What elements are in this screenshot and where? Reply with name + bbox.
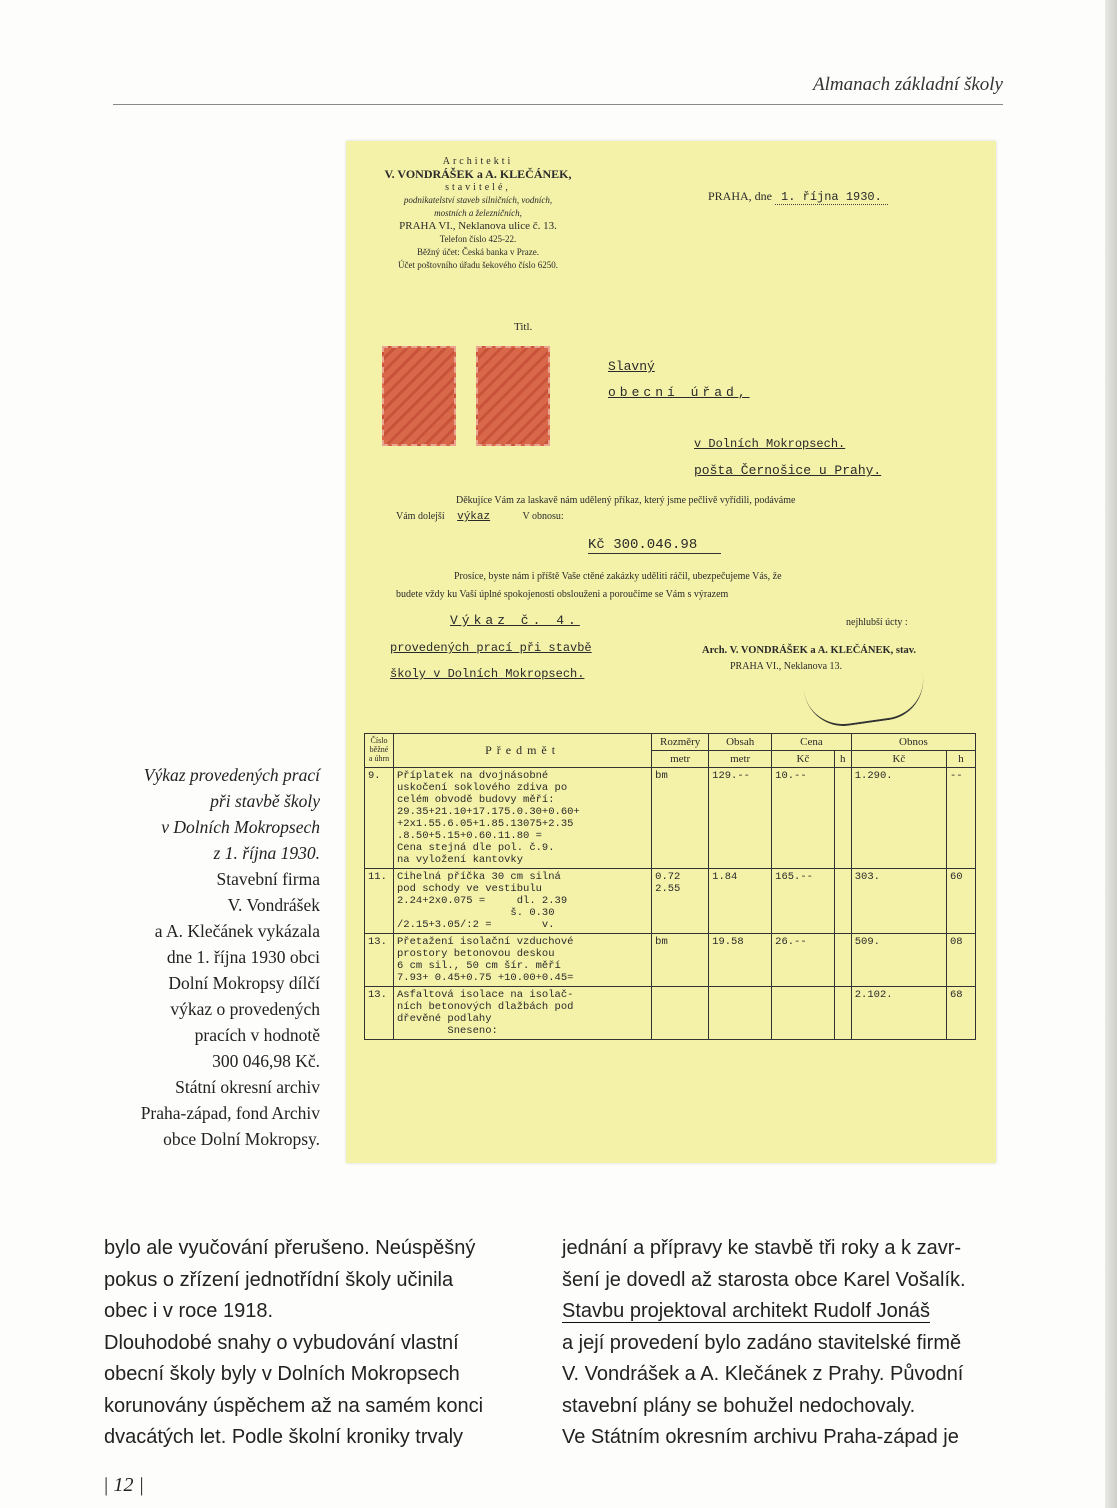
body-line: obecní školy byly v Dolních Mokropsech [104, 1363, 460, 1385]
unit-header: Kč [772, 751, 835, 768]
body-line: a její provedení bylo zadáno stavitelské firmě [562, 1331, 962, 1354]
date-label: PRAHA, dne [708, 189, 773, 203]
row-dimensions: bm [652, 768, 709, 869]
handwritten-signature [804, 673, 929, 731]
letter-body-line: Děkujíce Vám za laskavě nám udělený příkaz, který jsme pečlivě vyřídili, podáváme [456, 495, 796, 506]
col-subject-header: Předmět [394, 734, 652, 768]
col-volume-header: Obsah [709, 734, 772, 751]
letter-body-text: Vám dolejší [396, 511, 445, 522]
amount: Kč 300.046.98 [588, 537, 721, 554]
recipient-line: pošta Černošice u Prahy. [694, 463, 882, 478]
letter-body-fill: výkaz [457, 511, 491, 523]
body-line: Dlouhodobé snahy o vybudování vlastní [104, 1331, 459, 1354]
caption-title: z 1. října 1930. [213, 843, 320, 863]
body-line: bylo ale vyučování přerušeno. Neúspěšný [104, 1237, 476, 1259]
caption-line: dne 1. října 1930 obci [166, 947, 320, 967]
revenue-stamp [382, 346, 456, 446]
page-number: | 12 | [103, 1474, 144, 1496]
body-line: jednání a přípravy ke stavbě tři roky a k zavr- [562, 1237, 962, 1259]
subject-line: školy v Dolních Mokropsech. [390, 667, 585, 681]
caption-line: Dolní Mokropsy dílčí [168, 973, 320, 993]
archival-document [346, 141, 996, 1163]
body-line: dvacátých let. Podle školní kroniky trvaly [104, 1426, 464, 1448]
letter-body-text: V obnosu: [522, 511, 564, 522]
letterhead-line: Běžný účet: Česká banka v Praze. [417, 247, 539, 257]
row-number: 13. [365, 934, 394, 987]
caption-title: Výkaz provedených prací [143, 765, 320, 785]
subject-line: Výkaz č. 4. [450, 613, 580, 628]
date-value: 1. října 1930. [775, 190, 888, 205]
letterhead-line: Architekti [442, 156, 514, 167]
table-row [365, 768, 976, 869]
unit-header: Kč [851, 751, 946, 768]
titl-label: Titl. [514, 321, 533, 333]
unit-header: metr [709, 751, 772, 768]
row-price: 165.-- [772, 869, 835, 934]
row-subject: Asfaltová isolace na isolač- ních betonových dlažbách pod dřevěné podlahy Sneseno: [394, 987, 652, 1040]
row-dimensions: bm [652, 934, 709, 987]
row-price-h [834, 934, 851, 987]
signature-stamp: Arch. V. VONDRÁŠEK a A. KLEČÁNEK, stav. [702, 645, 917, 656]
row-dimensions [652, 987, 709, 1040]
date-line [708, 189, 888, 204]
recipient-line: obecní úřad, [608, 385, 750, 400]
row-volume: 129.-- [709, 768, 772, 869]
figure-caption [90, 762, 320, 1152]
caption-line: a A. Klečánek vykázala [154, 921, 320, 941]
body-line: Ve Státním okresním archivu Praha-západ je [562, 1426, 959, 1448]
caption-title: při stavbě školy [210, 791, 320, 811]
row-price-h [834, 987, 851, 1040]
col-total-header: Obnos [851, 734, 975, 751]
body-line: stavební plány se bohužel nedochovaly. [562, 1394, 916, 1417]
revenue-stamp [476, 346, 550, 446]
caption-line: Stavební firma [216, 869, 320, 889]
unit-header: h [947, 751, 976, 768]
page-edge [1105, 0, 1117, 1508]
row-total: 1.290. [851, 768, 946, 869]
recipient-line: Slavný [608, 359, 655, 374]
row-total: 303. [851, 869, 946, 934]
unit-header: metr [652, 751, 709, 768]
row-price: 26.-- [772, 934, 835, 987]
row-price-h [834, 768, 851, 869]
row-price-h [834, 869, 851, 934]
table-row [365, 934, 976, 987]
letterhead-line: podnikatelství staveb silničních, vodních, [403, 195, 553, 205]
row-subject: Cihelná příčka 30 cm silná pod schody ve vestibulu 2.24+2x0.075 = dl. 2.39 š. 0.30 /2.15+3.05/:2 = v. [394, 869, 652, 934]
row-price [772, 987, 835, 1040]
unit-header: h [834, 751, 851, 768]
subject-line: provedených prací při stavbě [390, 641, 592, 655]
body-line: šení je dovedl až starosta obce Karel Vošalík. [562, 1268, 966, 1291]
col-price-header: Cena [772, 734, 852, 751]
body-line: obec i v roce 1918. [104, 1300, 273, 1322]
row-total: 2.102. [851, 987, 946, 1040]
letterhead-firm: V. VONDRÁŠEK a A. KLEČÁNEK, [384, 167, 572, 181]
table-row [365, 987, 976, 1040]
caption-line: V. Vondrášek [227, 895, 320, 915]
row-total: 509. [851, 934, 946, 987]
row-price: 10.-- [772, 768, 835, 869]
signature-address: PRAHA VI., Neklanova 13. [730, 661, 843, 672]
letter-body-line: budete vždy ku Vaší úplné spokojenosti obslouženi a poroučíme se Vám s výrazem [396, 589, 729, 600]
row-dimensions: 0.72 2.55 [652, 869, 709, 934]
row-subject: Příplatek na dvojnásobné uskočení soklového zdiva po celém obvodě budovy měří: 29.35+21.10+17.175.0.30+0.60+ +2x1.55.6.05+1.85.13075+2.35 .8.50+5.15+0.60.11.80 = Cena stejná dle pol. č.9. na vyložení kantovky [394, 768, 652, 869]
row-volume [709, 987, 772, 1040]
letterhead-address: PRAHA VI., Neklanova ulice č. 13. [399, 220, 557, 232]
row-number: 13. [365, 987, 394, 1040]
caption-line: Praha-západ, fond Archiv [140, 1103, 320, 1123]
letterhead-line: mostních a železničních, [434, 208, 522, 218]
col-dimensions-header: Rozměry [652, 734, 709, 751]
recipient-line: v Dolních Mokropsech. [694, 437, 846, 451]
row-total-h: -- [947, 768, 976, 869]
letterhead [358, 155, 598, 272]
letterhead-line: Účet poštovního úřadu šekového číslo 6250. [398, 260, 558, 270]
body-column-left [104, 1233, 544, 1454]
body-line: korunovány úspěchem až na samém konci [104, 1394, 484, 1417]
letterhead-line: Telefon číslo 425-22. [439, 234, 517, 244]
row-volume: 1.84 [709, 869, 772, 934]
letterhead-line: stavitelé, [445, 182, 511, 193]
underlined-text: Stavbu projektoval architekt Rudolf Jonáš [562, 1300, 930, 1322]
caption-line: Státní okresní archiv [175, 1077, 320, 1097]
caption-line: výkaz o provedených [170, 999, 320, 1019]
running-header: Almanach základní školy [813, 74, 1003, 95]
letter-body-line [396, 511, 564, 523]
row-total-h: 60 [947, 869, 976, 934]
caption-line: obce Dolní Mokropsy. [163, 1129, 320, 1149]
greeting: nejhlubší úcty : [846, 617, 908, 628]
row-volume: 19.58 [709, 934, 772, 987]
col-number-header: Číslo běžné a úhrn [365, 734, 394, 768]
body-line [562, 1296, 1002, 1328]
caption-title: v Dolních Mokropsech [161, 817, 320, 837]
body-line: V. Vondrášek a A. Klečánek z Prahy. Původní [562, 1363, 964, 1385]
caption-line: pracích v hodnotě [194, 1025, 320, 1045]
body-column-right [562, 1233, 1002, 1454]
row-total-h: 68 [947, 987, 976, 1040]
row-subject: Přetažení isolační vzduchové prostory betonovou deskou 6 cm sil., 50 cm šír. měří 7.93+ 0.45+0.75 +10.00+0.45= [394, 934, 652, 987]
header-rule [113, 104, 1003, 105]
work-statement-table [364, 733, 976, 1040]
row-number: 9. [365, 768, 394, 869]
body-line: pokus o zřízení jednotřídní školy učinila [104, 1268, 454, 1291]
row-total-h: 08 [947, 934, 976, 987]
caption-line: 300 046,98 Kč. [212, 1051, 320, 1071]
row-number: 11. [365, 869, 394, 934]
letter-body-line: Prosíce, byste nám i příště Vaše ctěné zakázky uděliti ráčil, ubezpečujeme Vás, že [454, 571, 782, 582]
table-row [365, 869, 976, 934]
